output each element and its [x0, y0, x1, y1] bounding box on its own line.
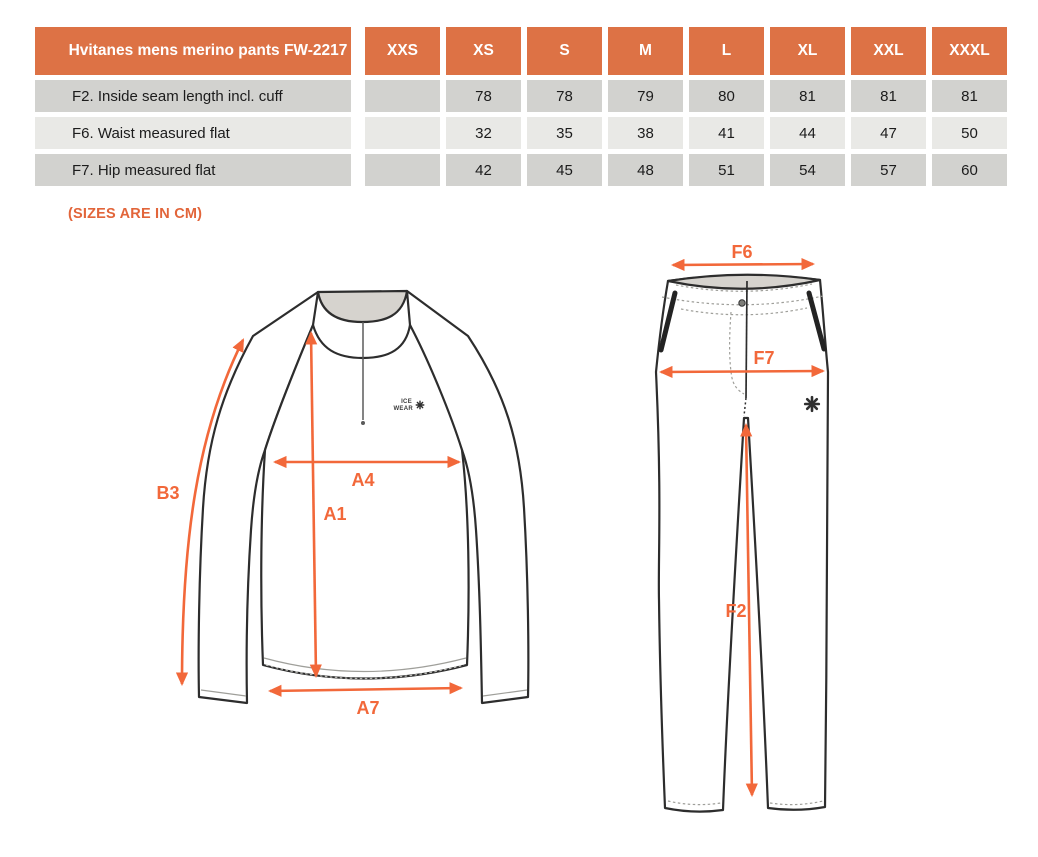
a1-label: A1 — [323, 504, 347, 524]
size-column-header: L — [689, 27, 764, 75]
measurement-row — [35, 154, 1007, 186]
value-cell: 44 — [770, 117, 845, 149]
size-column-header: XL — [770, 27, 845, 75]
sizes-note: (SIZES ARE IN CM) — [68, 206, 203, 222]
size-column-header: XXS — [365, 27, 440, 75]
a4-label: A4 — [351, 470, 375, 490]
value-cell: 81 — [932, 80, 1007, 112]
value-cell — [365, 117, 440, 149]
row-label-cell: F7. Hip measured flat — [35, 154, 351, 186]
value-cell: 41 — [689, 117, 764, 149]
size-column-header: XXXL — [932, 27, 1007, 75]
shirt-diagram — [150, 250, 570, 760]
value-cell: 51 — [689, 154, 764, 186]
value-cell: 47 — [851, 117, 926, 149]
value-cell: 35 — [527, 117, 602, 149]
f7-arrow — [661, 371, 823, 372]
table-header-row — [35, 27, 1007, 75]
measurement-row — [35, 80, 1007, 112]
brand-logo-line2: WEAR — [393, 406, 413, 412]
pants-diagram — [628, 240, 1032, 830]
value-cell: 81 — [770, 80, 845, 112]
value-cell: 60 — [932, 154, 1007, 186]
brand-logo-line1: ICE — [401, 399, 412, 405]
value-cell: 48 — [608, 154, 683, 186]
value-cell — [365, 154, 440, 186]
value-cell: 45 — [527, 154, 602, 186]
value-cell: 79 — [608, 80, 683, 112]
a7-arrow — [270, 688, 461, 691]
snowflake-icon — [805, 397, 819, 411]
a7-label: A7 — [356, 698, 380, 718]
value-cell: 42 — [446, 154, 521, 186]
size-column-header: XXL — [851, 27, 926, 75]
size-table — [35, 27, 1007, 191]
measurement-row — [35, 117, 1007, 149]
pants-outline — [656, 275, 828, 812]
f6-arrow — [673, 264, 813, 265]
value-cell: 50 — [932, 117, 1007, 149]
row-label-cell: F2. Inside seam length incl. cuff — [35, 80, 351, 112]
value-cell: 78 — [446, 80, 521, 112]
size-column-header: M — [608, 27, 683, 75]
value-cell: 57 — [851, 154, 926, 186]
value-cell: 32 — [446, 117, 521, 149]
waist-button — [739, 300, 745, 306]
f6-label: F6 — [731, 242, 753, 262]
value-cell — [365, 80, 440, 112]
snowflake-icon — [416, 401, 423, 408]
f7-label: F7 — [753, 348, 775, 368]
value-cell: 78 — [527, 80, 602, 112]
value-cell: 54 — [770, 154, 845, 186]
value-cell: 81 — [851, 80, 926, 112]
product-title-cell: Hvitanes mens merino pants FW-2217 — [35, 27, 351, 75]
b3-label: B3 — [156, 483, 180, 503]
size-column-header: S — [527, 27, 602, 75]
size-column-header: XS — [446, 27, 521, 75]
row-label-cell: F6. Waist measured flat — [35, 117, 351, 149]
f2-label: F2 — [725, 601, 747, 621]
value-cell: 38 — [608, 117, 683, 149]
value-cell: 80 — [689, 80, 764, 112]
